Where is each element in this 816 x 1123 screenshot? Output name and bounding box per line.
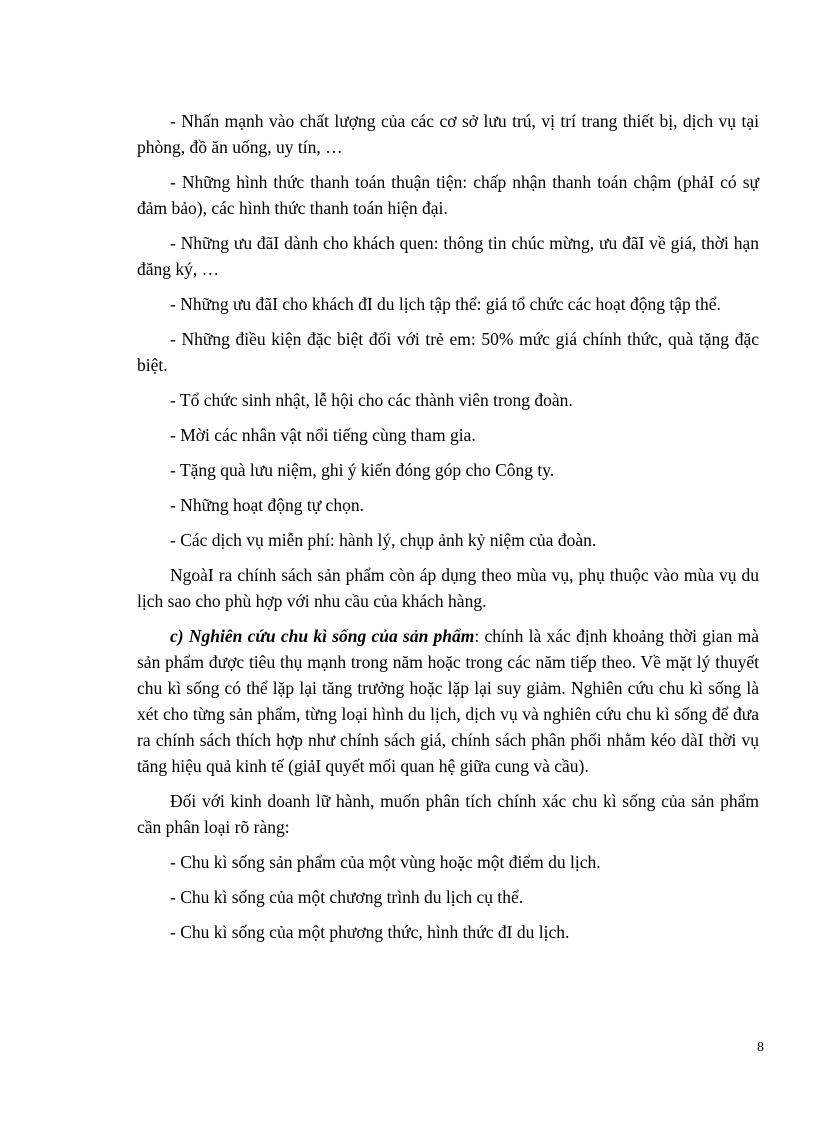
section-c-heading: c) Nghiên cứu chu kì sống của sản phẩm bbox=[170, 626, 475, 646]
page-number: 8 bbox=[757, 1040, 764, 1055]
section-c-body: : chính là xác định khoảng thời gian mà sản phẩm được tiêu thụ mạnh trong năm hoặc trong các năm tiếp theo. Về mặt lý thuyết chu kì sống có thể lặp lại tăng trưởng hoặc lặp lại suy giảm. Nghiên cứu chu kì sống là xét cho từng sản phẩm, từng loại hình du lịch, dịch vụ và nghiên cứu chu kì sống để đưa ra chính sách thích hợp như chính sách giá, chính sách phân phối nhằm kéo dàI thời vụ tăng hiệu quả kinh tế (giảI quyết mối quan hệ giữa cung và cầu). bbox=[137, 626, 759, 776]
list-item-free-services: - Các dịch vụ miễn phí: hành lý, chụp ảnh kỷ niệm của đoàn. bbox=[170, 530, 597, 550]
list-item-birthday: - Tổ chức sinh nhật, lễ hội cho các thành viên trong đoàn. bbox=[170, 390, 573, 410]
page-content bbox=[137, 108, 759, 954]
paragraph-travel-business: Đối với kinh doanh lữ hành, muốn phân tích chính xác chu kì sống của sản phẩm cần phân loại rõ ràng: bbox=[137, 791, 759, 837]
list-item-celebrities: - Mời các nhân vật nổi tiếng cùng tham gia. bbox=[170, 425, 476, 445]
paragraph-children-conditions: - Những điều kiện đặc biệt đối với trẻ em: 50% mức giá chính thức, quà tặng đặc biệt. bbox=[137, 329, 759, 375]
list-item-region-lifecycle: - Chu kì sống sản phẩm của một vùng hoặc một điểm du lịch. bbox=[170, 852, 601, 872]
paragraph-loyal-customer-offers: - Những ưu đãI dành cho khách quen: thông tin chúc mừng, ưu đãI về giá, thời hạn đăng ký, … bbox=[137, 233, 759, 279]
paragraph-group-offers: - Những ưu đãI cho khách đI du lịch tập thể: giá tổ chức các hoạt động tập thể. bbox=[170, 294, 721, 314]
paragraph-seasonal-policy: NgoàI ra chính sách sản phẩm còn áp dụng theo mùa vụ, phụ thuộc vào mùa vụ du lịch sao cho phù hợp với nhu cầu của khách hàng. bbox=[137, 565, 759, 611]
list-item-program-lifecycle: - Chu kì sống của một chương trình du lịch cụ thể. bbox=[170, 887, 524, 907]
paragraph-payment-methods: - Những hình thức thanh toán thuận tiện: chấp nhận thanh toán chậm (phảI có sự đảm bảo), các hình thức thanh toán hiện đại. bbox=[137, 172, 759, 218]
paragraph-accommodation-quality: - Nhấn mạnh vào chất lượng của các cơ sở lưu trú, vị trí trang thiết bị, dịch vụ tại phòng, đồ ăn uống, uy tín, … bbox=[137, 111, 759, 157]
list-item-method-lifecycle: - Chu kì sống của một phương thức, hình thức đI du lịch. bbox=[170, 922, 570, 942]
paragraph-section-c bbox=[137, 623, 759, 779]
list-item-souvenirs: - Tặng quà lưu niệm, ghi ý kiến đóng góp cho Công ty. bbox=[170, 460, 555, 480]
list-item-optional-activities: - Những hoạt động tự chọn. bbox=[170, 495, 364, 515]
